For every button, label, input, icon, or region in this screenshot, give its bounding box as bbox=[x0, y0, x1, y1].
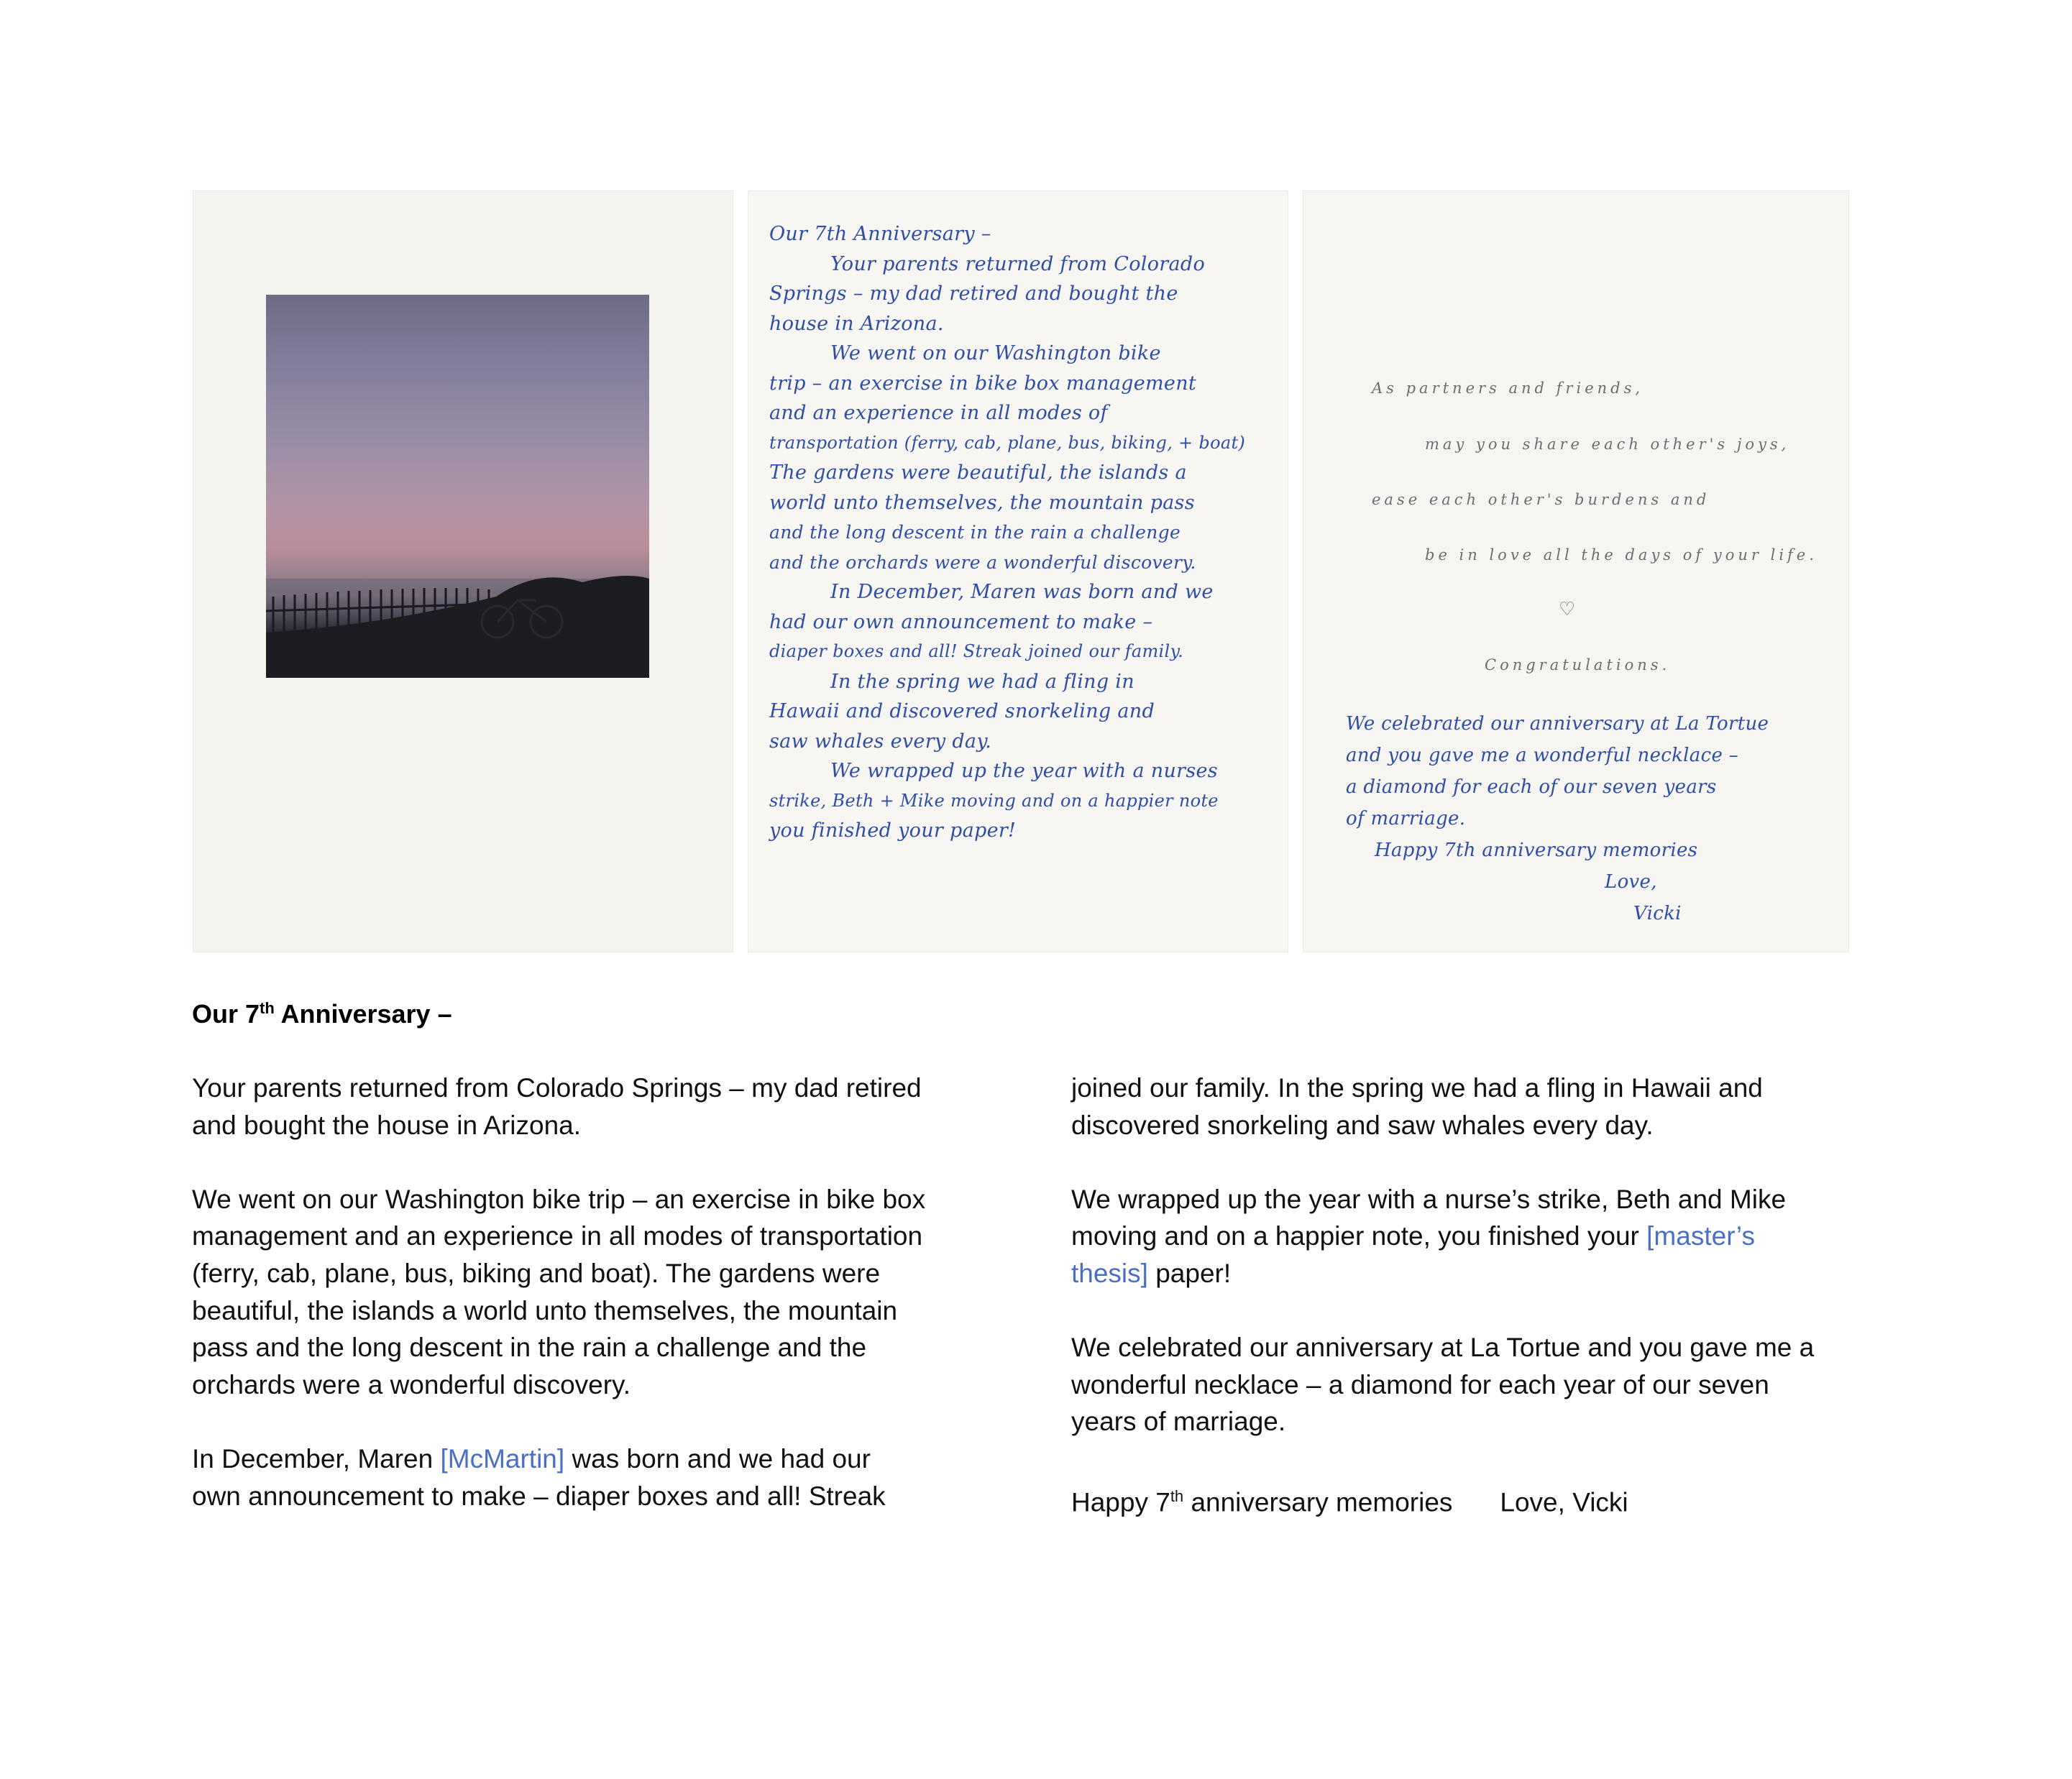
superscript: th bbox=[1170, 1486, 1184, 1505]
congratulations-text: Congratulations. bbox=[1485, 656, 1671, 674]
signature-text: Love, Vicki bbox=[1500, 1486, 1628, 1517]
paragraph bbox=[1071, 1070, 1814, 1144]
text-line: and bought the house in Arizona. bbox=[192, 1110, 582, 1140]
paragraph bbox=[1071, 1478, 1814, 1521]
text-line: paper! bbox=[1147, 1258, 1232, 1288]
handwritten-line: We celebrated our anniversary at La Tortue bbox=[1346, 713, 1769, 735]
handwritten-signoff: Love, bbox=[1605, 871, 1657, 893]
handwritten-line: Hawaii and discovered snorkeling and bbox=[769, 700, 1155, 722]
text-line: In December, Maren bbox=[192, 1443, 441, 1474]
handwritten-line: had our own announcement to make – bbox=[769, 610, 1153, 633]
title-text: Our 7 bbox=[192, 999, 260, 1029]
verse-line: be in love all the days of your life. bbox=[1425, 546, 1817, 564]
verse-line: may you share each other's joys, bbox=[1425, 436, 1790, 453]
text-line: beautiful, the islands a world unto themselves, the mountain bbox=[192, 1295, 898, 1325]
handwritten-line: In the spring we had a fling in bbox=[830, 670, 1134, 693]
transcript-left-column bbox=[192, 1070, 925, 1552]
handwritten-line: Our 7th Anniversary – bbox=[769, 223, 991, 245]
transcript-right-column bbox=[1071, 1070, 1814, 1558]
editorial-note: [master’s bbox=[1646, 1221, 1755, 1251]
text-line: (ferry, cab, plane, bus, biking and boat). The gardens were bbox=[192, 1258, 881, 1288]
page-title bbox=[192, 999, 452, 1029]
handwritten-line: We went on our Washington bike bbox=[830, 342, 1161, 364]
paragraph bbox=[1071, 1181, 1814, 1292]
paragraph bbox=[192, 1181, 925, 1404]
handwritten-line: and the long descent in the rain a challenge bbox=[769, 522, 1181, 543]
handwritten-line: Happy 7th anniversary memories bbox=[1375, 840, 1698, 861]
handwritten-line: of marriage. bbox=[1346, 808, 1466, 829]
text-line: anniversary memories bbox=[1183, 1486, 1453, 1517]
text-line: management and an experience in all modes of transportation bbox=[192, 1221, 923, 1251]
handwritten-line: In December, Maren was born and we bbox=[830, 581, 1214, 603]
text-line: own announcement to make – diaper boxes and all! Streak bbox=[192, 1481, 886, 1511]
handwritten-line: you finished your paper! bbox=[769, 819, 1017, 842]
text-line: orchards were a wonderful discovery. bbox=[192, 1369, 631, 1399]
handwritten-line: strike, Beth + Mike moving and on a happier note bbox=[769, 790, 1219, 811]
text-line: We wrapped up the year with a nurse’s strike, Beth and Mike bbox=[1071, 1184, 1787, 1214]
handwritten-line: Springs – my dad retired and bought the bbox=[769, 282, 1178, 305]
paragraph bbox=[192, 1070, 925, 1144]
text-line: We went on our Washington bike trip – an exercise in bike box bbox=[192, 1184, 926, 1214]
handwritten-line: transportation (ferry, cab, plane, bus, biking, + boat) bbox=[769, 432, 1246, 453]
handwritten-line: world unto themselves, the mountain pass bbox=[769, 491, 1195, 514]
handwritten-letter bbox=[769, 219, 1245, 846]
heart-icon: ♡ bbox=[1559, 599, 1576, 620]
title-text: Anniversary – bbox=[274, 999, 452, 1029]
text-line: wonderful necklace – a diamond for each year of our seven bbox=[1071, 1369, 1769, 1399]
handwritten-line: We wrapped up the year with a nurses bbox=[830, 760, 1218, 782]
text-line: moving and on a happier note, you finished your bbox=[1071, 1221, 1647, 1251]
handwritten-line: The gardens were beautiful, the islands a bbox=[769, 461, 1187, 484]
handwritten-card bbox=[748, 190, 1288, 952]
handwritten-signature: Vicki bbox=[1633, 903, 1682, 924]
text-line: was born and we had our bbox=[564, 1443, 871, 1474]
handwritten-line: house in Arizona. bbox=[769, 312, 944, 335]
title-superscript: th bbox=[260, 999, 275, 1017]
paragraph bbox=[1071, 1329, 1814, 1440]
handwritten-line: trip – an exercise in bike box management bbox=[769, 372, 1197, 395]
handwritten-line: saw whales every day. bbox=[769, 730, 992, 753]
text-line: years of marriage. bbox=[1071, 1407, 1286, 1437]
handwritten-line: Your parents returned from Colorado bbox=[830, 252, 1206, 275]
text-line: Your parents returned from Colorado Springs – my dad retired bbox=[192, 1073, 922, 1103]
verse-card bbox=[1303, 190, 1849, 952]
verse-line: ease each other's burdens and bbox=[1372, 491, 1710, 508]
text-line: Happy 7 bbox=[1071, 1486, 1170, 1517]
handwritten-line: diaper boxes and all! Streak joined our family. bbox=[769, 641, 1184, 661]
text-line: We celebrated our anniversary at La Tortue and you gave me a bbox=[1071, 1333, 1815, 1363]
text-line: discovered snorkeling and saw whales every day. bbox=[1071, 1110, 1654, 1140]
paragraph bbox=[192, 1440, 925, 1514]
sunset-photo bbox=[266, 295, 649, 678]
handwritten-line: a diamond for each of our seven years bbox=[1346, 776, 1717, 798]
text-line: pass and the long descent in the rain a challenge and the bbox=[192, 1333, 867, 1363]
verse-line: As partners and friends, bbox=[1372, 380, 1644, 397]
editorial-note: thesis] bbox=[1071, 1258, 1148, 1288]
handwritten-line: and the orchards were a wonderful discovery. bbox=[769, 551, 1196, 573]
handwritten-line: and an experience in all modes of bbox=[769, 402, 1108, 424]
text-line: joined our family. In the spring we had a fling in Hawaii and bbox=[1071, 1073, 1763, 1103]
handwritten-line: and you gave me a wonderful necklace – bbox=[1346, 745, 1738, 766]
beach-silhouette-image bbox=[266, 295, 649, 678]
editorial-note: [McMartin] bbox=[440, 1443, 565, 1474]
handwritten-note bbox=[1346, 708, 1769, 929]
photo-card bbox=[193, 190, 733, 952]
